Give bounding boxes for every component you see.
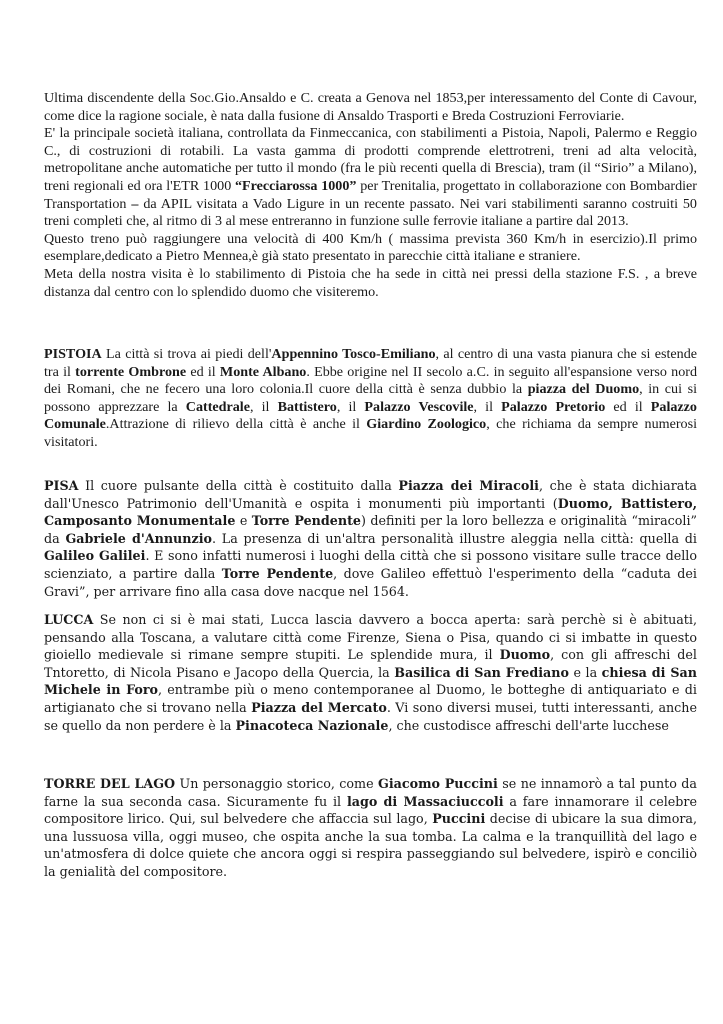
pistoia-text: ed il	[605, 398, 651, 415]
pistoia-text: .Attrazione di rilievo della città è anche il	[105, 416, 367, 433]
pisa-bold: Galileo Galilei	[44, 548, 146, 564]
lucca-text: . Vi sono diversi musei, tutti interessanti, anche se quello da non perdere è la	[44, 699, 697, 733]
intro-sentence-company: E' la principale società italiana, controllata da Finmeccanica, con stabilimenti a Pistoia, Napoli, Palermo e Reggio C., di costruzioni di rotabili. La vasta gamma di prodotti comprende elettrotreni, treni ad alta velocità, metropolitane anche automatiche per tutto il mondo (fra le più recenti quella di Brescia), tram (il “Sirio” a Milano), treni regionali ed ora l'ETR 1000	[44, 125, 697, 194]
pisa-bold: Gabriele d'Annunzio	[65, 530, 212, 546]
pistoia-bold: Giardino Zoologico	[366, 416, 487, 433]
pistoia-bold: Cattedrale	[185, 398, 250, 415]
pistoia-text: . Ebbe origine nel II secolo a.C. in seguito all'espansione verso nord dei Romani, che ne fecero una loro colonia.Il cuore della città è senza dubbio la	[44, 363, 697, 398]
pistoia-bold: Palazzo Pretorio	[501, 398, 606, 415]
pisa-text: , che è stata dichiarata dall'Unesco Patrimonio dell'Umanità e ospita i monumenti più importanti (	[44, 478, 697, 511]
pistoia-text: , il	[249, 398, 278, 415]
pistoia-text: , il	[473, 398, 502, 415]
torre-bold: Puccini	[432, 811, 486, 827]
intro-frecciarossa: “Frecciarossa 1000”	[235, 177, 357, 194]
pistoia-text: ed il	[186, 363, 220, 380]
pistoia-bold: Battistero	[277, 398, 337, 415]
lucca-bold: Piazza del Mercato	[251, 699, 387, 715]
pisa-text: . E sono infatti numerosi i luoghi della città che si possono visitare sulle tracce dello scienziato, a partire dalla	[44, 548, 697, 581]
lucca-text: , che custodisce affreschi dell'arte lucchese	[388, 717, 669, 733]
intro-paragraph	[44, 90, 697, 301]
intro-dash: –	[131, 195, 139, 212]
pistoia-bold: Appennino Tosco-Emiliano	[271, 346, 436, 362]
intro-text: da APIL visitata a Vado Ligure in un recente passato. Nei vari stabilimenti saranno costruiti 50 treni completi che, al ritmo di 3 al mese entreranno in funzione sulle ferrovie italiane a partire dal 2013.	[44, 195, 697, 230]
pisa-bold: Torre Pendente	[221, 565, 334, 581]
torre-bold: lago di Massaciuccoli	[346, 793, 504, 809]
pistoia-text: , in cui si possono apprezzare la	[44, 381, 697, 415]
pistoia-bold: Palazzo Vescovile	[364, 398, 474, 415]
intro-text: per Trenitalia, progettato in collaborazione con Bombardier Transportation	[44, 177, 697, 212]
intro-sentence-visit: Meta della nostra visita è lo stabilimento di Pistoia che ha sede in città nei pressi della stazione F.S. , a breve distanza dal centro con lo splendido duomo che visiteremo.	[44, 265, 697, 300]
torre-text: decise di ubicare la sua dimora, una lussuosa villa, oggi museo, che ospita anche la sua tomba. La calma e la tranquillità del lago e un'atmosfera di dolce quiete che ancora oggi si respira passeggiando sul belvedere, ispirò e conciliò la genialità del compositore.	[44, 811, 697, 879]
torre-heading: TORRE DEL LAGO	[44, 776, 176, 791]
pistoia-bold: piazza del Duomo	[527, 381, 640, 398]
torre-bold: Giacomo Puccini	[378, 776, 498, 791]
lucca-bold: Basilica di San Frediano	[394, 664, 569, 680]
lucca-text: Se non ci si è mai stati, Lucca lascia davvero a bocca aperta: sarà perchè si è abituati, pensando alla Toscana, a valutare città come Firenze, Siena o Pisa, quando ci si imbatte in questo gioiello medievale si rimane sempre stupiti. Le splendide mura, il	[44, 612, 697, 663]
pisa-heading: PISA	[44, 478, 79, 493]
pistoia-text: La città si trova ai piedi dell'	[101, 346, 272, 362]
pisa-text: , dove Galileo effettuò l'esperimento della “caduta dei Gravi”, per arrivare fino alla casa dove nacque nel 1564.	[44, 565, 697, 599]
torre-text: Un personaggio storico, come	[175, 776, 379, 791]
lucca-bold: Pinacoteca Nazionale	[235, 717, 389, 733]
pistoia-bold: Palazzo Comunale	[44, 398, 697, 433]
pisa-text: ) definiti per la loro bellezza e originalità “miracoli” da	[44, 513, 698, 546]
lucca-text: , con gli affreschi del Tntoretto, di Nicola Pisano e Jacopo della Quercia, la	[44, 647, 697, 680]
lucca-heading: LUCCA	[44, 612, 94, 627]
pisa-bold: Torre Pendente	[251, 513, 361, 529]
lucca-bold: chiesa di San Michele in Foro	[44, 664, 698, 698]
pisa-bold: Duomo, Battistero, Camposanto Monumentale	[44, 495, 697, 529]
lucca-text: , entrambe più o meno contemporanee al Duomo, le botteghe di antiquariato e di artigianato che si trovano nella	[44, 682, 697, 715]
pistoia-text: , il	[336, 398, 365, 415]
pistoia-text: , al centro di una vasta pianura che si estende tra il	[44, 346, 698, 380]
intro-sentence-speed: Questo treno può raggiungere una velocità di 400 Km/h ( massima prevista 360 Km/h in esercizio).Il primo esemplare,dedicato a Pietro Mennea,è già stato presentato in parecchie città italiane e straniere.	[44, 230, 697, 265]
pisa-bold: Piazza dei Miracoli	[398, 478, 539, 493]
intro-sentence-ansaldo: Ultima discendente della Soc.Gio.Ansaldo e C. creata a Genova nel 1853,per interessamento del Conte di Cavour, come dice la ragione sociale, è nata dalla fusione di Ansaldo Trasporti e Breda Costruzioni Ferroviarie.	[44, 90, 697, 124]
pistoia-heading: PISTOIA	[44, 346, 102, 362]
pisa-text: . La presenza di un'altra personalità illustre aleggia nella città: quella di	[211, 530, 697, 546]
lucca-text: e la	[568, 664, 602, 680]
torre-del-lago-paragraph	[44, 775, 697, 881]
pisa-paragraph	[44, 477, 697, 600]
pistoia-bold: Monte Albano	[219, 363, 307, 380]
pistoia-paragraph	[44, 346, 697, 452]
torre-text: a fare innamorare il celebre compositore lirico. Qui, sul belvedere che affaccia sul lago,	[44, 793, 697, 827]
lucca-bold: Duomo	[499, 647, 551, 663]
torre-text: se ne innamorò a tal punto da farne la sua seconda casa. Sicuramente fu il	[44, 776, 697, 809]
lucca-paragraph	[44, 611, 697, 734]
pistoia-bold: torrente Ombrone	[75, 363, 187, 380]
pisa-text: e	[235, 513, 252, 529]
pisa-text: Il cuore pulsante della città è costituito dalla	[78, 478, 399, 493]
pistoia-text: , che richiama da sempre numerosi visitatori.	[44, 416, 697, 450]
